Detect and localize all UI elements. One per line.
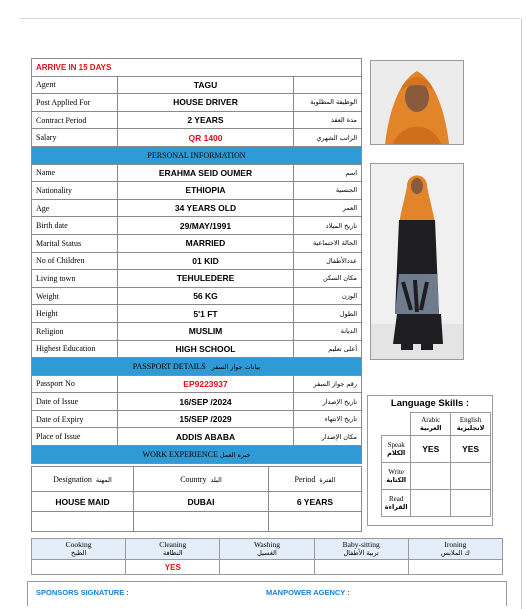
field-value: MUSLIM <box>118 322 294 340</box>
section-title-en: WORK EXPERIENCE <box>142 449 218 459</box>
language-row <box>382 490 491 517</box>
field-value: ADDIS ABABA <box>118 428 294 446</box>
field-label-ar <box>294 76 362 94</box>
field-label-ar: تاريخ الإصدار <box>294 393 362 411</box>
field-value: TEHULEDERE <box>118 270 294 288</box>
field-value: 01 KID <box>118 252 294 270</box>
period-header: Period الفترة <box>269 467 362 492</box>
work-designation <box>32 512 134 532</box>
skills-header-row <box>32 539 503 560</box>
language-skills-table <box>381 412 491 517</box>
personal-row <box>32 305 362 323</box>
field-label-ar: الطول <box>294 305 362 323</box>
section-title-en: PASSPORT DETAILS <box>132 361 206 371</box>
detail-row <box>32 76 362 94</box>
skill-ironing-value <box>408 560 502 575</box>
language-column-english: English لانجليزية <box>451 413 491 436</box>
personal-row <box>32 164 362 182</box>
section-title: PERSONAL INFORMATION <box>32 146 362 164</box>
field-value: 2 YEARS <box>118 111 294 129</box>
section-title-ar: خبره العمل <box>219 450 251 459</box>
english-write-value <box>451 463 491 490</box>
arrival-banner: ARRIVE IN 15 DAYS <box>32 59 362 77</box>
work-designation: HOUSE MAID <box>32 492 134 512</box>
field-label-ar: اسم <box>294 164 362 182</box>
sponsor-signature-label: SPONSORS SIGNATURE : <box>36 588 129 597</box>
work-row <box>32 492 362 512</box>
skill-cleaning: Cleaning النظافة <box>126 539 220 560</box>
headshot-illustration <box>371 61 463 144</box>
field-value: HOUSE DRIVER <box>118 94 294 112</box>
field-label-ar: الديانة <box>294 322 362 340</box>
language-row <box>382 463 491 490</box>
arabic-write-value <box>411 463 451 490</box>
field-label: Place of Issue <box>32 428 118 446</box>
language-header-row <box>382 413 491 436</box>
language-column-arabic: Arabic العربية <box>411 413 451 436</box>
details-table <box>31 58 362 464</box>
field-value: 56 KG <box>118 287 294 305</box>
work-period <box>269 512 362 532</box>
field-label-ar: عددالأطفال <box>294 252 362 270</box>
banner-row <box>32 59 362 77</box>
passport-row <box>32 410 362 428</box>
language-corner <box>382 413 411 436</box>
skills-table <box>31 538 503 575</box>
arabic-speak-value: YES <box>411 436 451 463</box>
skill-cleaning-value: YES <box>126 560 220 575</box>
field-label: Contract Period <box>32 111 118 129</box>
headshot-photo <box>370 60 464 145</box>
field-label-ar: تاريخ الانتهاء <box>294 410 362 428</box>
personal-row <box>32 182 362 200</box>
field-label: Weight <box>32 287 118 305</box>
personal-row <box>32 252 362 270</box>
personal-row <box>32 340 362 358</box>
language-row-label: Speak الكلام <box>382 436 411 463</box>
field-label-ar: أعلى تعليم <box>294 340 362 358</box>
arabic-read-value <box>411 490 451 517</box>
field-label: Name <box>32 164 118 182</box>
manpower-agency-label: MANPOWER AGENCY : <box>266 588 350 597</box>
work-country <box>134 512 269 532</box>
field-label: Passport No <box>32 375 118 393</box>
field-label: Highest Education <box>32 340 118 358</box>
language-row-label: Read القراءة <box>382 490 411 517</box>
field-value: 34 YEARS OLD <box>118 199 294 217</box>
work-row <box>32 512 362 532</box>
language-skills-box <box>367 395 493 526</box>
detail-row <box>32 94 362 112</box>
skill-baby-sitting: Baby-sitting تربية الأطفال <box>314 539 408 560</box>
field-label: Salary <box>32 129 118 147</box>
field-label: Marital Status <box>32 234 118 252</box>
language-row-label: Write الكتابة <box>382 463 411 490</box>
personal-section-header <box>32 146 362 164</box>
field-label: Religion <box>32 322 118 340</box>
section-title-ar: بيانات جواز السفر <box>211 362 261 371</box>
field-label: Agent <box>32 76 118 94</box>
english-speak-value: YES <box>451 436 491 463</box>
designation-header: Designation المهنة <box>32 467 134 492</box>
field-label-ar: مدة العقد <box>294 111 362 129</box>
field-label: No of Children <box>32 252 118 270</box>
field-label-ar: رقم جواز السفر <box>294 375 362 393</box>
salary-value: QR 1400 <box>118 129 294 147</box>
field-label: Living town <box>32 270 118 288</box>
field-label-ar: مكان الإصدار <box>294 428 362 446</box>
work-header-row <box>32 467 362 492</box>
field-label: Date of Expiry <box>32 410 118 428</box>
passport-row <box>32 428 362 446</box>
language-skills-title: Language Skills : <box>390 398 470 409</box>
full-body-illustration <box>371 164 463 359</box>
work-section-header <box>32 446 362 464</box>
personal-row <box>32 199 362 217</box>
full-body-photo <box>370 163 464 360</box>
english-read-value <box>451 490 491 517</box>
right-border <box>521 18 522 609</box>
field-value: ERAHMA SEID OUMER <box>118 164 294 182</box>
field-label: Nationality <box>32 182 118 200</box>
field-value: 5'1 FT <box>118 305 294 323</box>
personal-row <box>32 270 362 288</box>
field-value: ETHIOPIA <box>118 182 294 200</box>
section-title <box>32 446 362 464</box>
section-title <box>32 358 362 376</box>
field-label: Date of Issue <box>32 393 118 411</box>
passport-row <box>32 375 362 393</box>
detail-row <box>32 129 362 147</box>
personal-row <box>32 322 362 340</box>
personal-row <box>32 217 362 235</box>
field-value: MARRIED <box>118 234 294 252</box>
language-row <box>382 436 491 463</box>
skill-washing: Washing الغسيل <box>220 539 314 560</box>
field-value: 29/MAY/1991 <box>118 217 294 235</box>
field-label-ar: العمر <box>294 199 362 217</box>
field-label: Height <box>32 305 118 323</box>
personal-row <box>32 234 362 252</box>
field-value: 16/SEP /2024 <box>118 393 294 411</box>
skill-baby-sitting-value <box>314 560 408 575</box>
field-label-ar: الحالة الاجتماعية <box>294 234 362 252</box>
field-value: TAGU <box>118 76 294 94</box>
work-period: 6 YEARS <box>269 492 362 512</box>
field-value: 15/SEP /2029 <box>118 410 294 428</box>
top-border <box>20 18 520 19</box>
skill-washing-value <box>220 560 314 575</box>
field-label-ar: الراتب الشهري <box>294 129 362 147</box>
country-header: Country البلد <box>134 467 269 492</box>
detail-row <box>32 111 362 129</box>
passport-number: EP9223937 <box>118 375 294 393</box>
field-label-ar: الجنسية <box>294 182 362 200</box>
skill-ironing: Ironing ك الملابس <box>408 539 502 560</box>
skill-cooking: Cooking الطبخ <box>32 539 126 560</box>
work-country: DUBAI <box>134 492 269 512</box>
signature-bar <box>27 581 507 606</box>
skill-cooking-value <box>32 560 126 575</box>
field-label-ar: الوظيفة المطلوبة <box>294 94 362 112</box>
work-table <box>31 466 362 532</box>
skills-value-row <box>32 560 503 575</box>
field-label-ar: مكان السكن <box>294 270 362 288</box>
field-label-ar: تاريخ الميلاد <box>294 217 362 235</box>
field-label-ar: الوزن <box>294 287 362 305</box>
personal-row <box>32 287 362 305</box>
passport-section-header <box>32 358 362 376</box>
field-label: Age <box>32 199 118 217</box>
passport-row <box>32 393 362 411</box>
field-label: Post Applied For <box>32 94 118 112</box>
field-label: Birth date <box>32 217 118 235</box>
field-value: HIGH SCHOOL <box>118 340 294 358</box>
